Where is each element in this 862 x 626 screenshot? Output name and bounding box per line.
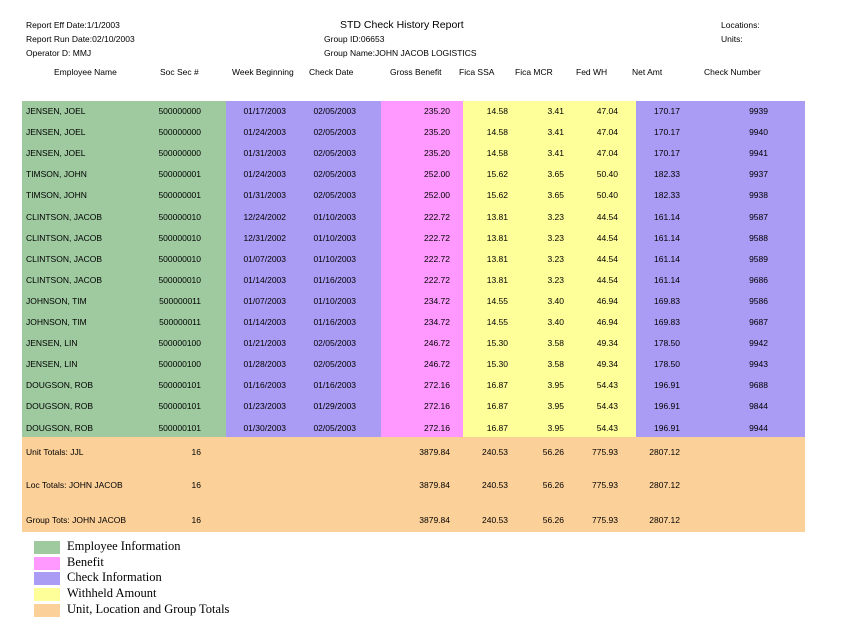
net-amt-cell: 196.91 — [654, 401, 680, 412]
gross-benefit-cell: 234.72 — [424, 317, 450, 327]
fica-ssa-cell: 15.62 — [486, 190, 508, 201]
check-number-cell: 9943 — [749, 359, 768, 370]
gross-benefit-cell: 235.20 — [424, 127, 450, 138]
total-fica-mcr: 56.26 — [542, 447, 564, 457]
total-label: Unit Totals: JJL — [26, 447, 84, 457]
net-amt-cell: 161.14 — [654, 211, 680, 222]
fica-mcr-cell: 3.58 — [547, 338, 564, 349]
net-amt-cell: 196.91 — [654, 380, 680, 391]
gross-benefit-cell: 252.00 — [424, 169, 450, 180]
col-soc-sec: Soc Sec # — [160, 67, 199, 77]
table-row — [0, 270, 862, 291]
fica-mcr-cell: 3.95 — [547, 422, 564, 433]
check-date-cell: 02/05/2003 — [313, 106, 356, 116]
gross-benefit-cell: 222.72 — [424, 232, 450, 243]
soc-sec-cell: 500000010 — [158, 211, 201, 222]
col-week-beginning: Week Beginning — [232, 67, 294, 77]
total-fica-ssa: 240.53 — [482, 447, 508, 457]
group-name: Group Name:JOHN JACOB LOGISTICS — [324, 48, 477, 58]
check-number-cell: 9686 — [749, 274, 768, 285]
table-row — [0, 164, 862, 185]
fica-mcr-cell: 3.41 — [547, 148, 564, 159]
employee-name-cell: CLINTSON, JACOB — [26, 232, 103, 243]
net-amt-cell: 169.83 — [654, 317, 680, 327]
employee-name-cell: CLINTSON, JACOB — [26, 211, 103, 222]
week-beginning-cell: 01/31/2003 — [243, 148, 286, 159]
soc-sec-cell: 500000101 — [158, 401, 201, 412]
group-id: Group ID:06653 — [324, 34, 385, 44]
fica-ssa-cell: 13.81 — [486, 211, 508, 222]
net-amt-cell: 178.50 — [654, 359, 680, 370]
fica-mcr-cell: 3.95 — [547, 380, 564, 391]
week-beginning-cell: 01/17/2003 — [243, 106, 286, 116]
gross-benefit-cell: 246.72 — [424, 359, 450, 370]
total-count: 16 — [191, 447, 201, 457]
week-beginning-cell: 01/24/2003 — [243, 127, 286, 138]
fica-ssa-cell: 14.55 — [486, 295, 508, 306]
fed-wh-cell: 47.04 — [596, 148, 618, 159]
fed-wh-cell: 47.04 — [596, 127, 618, 138]
fed-wh-cell: 49.34 — [596, 359, 618, 370]
fica-mcr-cell: 3.65 — [547, 190, 564, 201]
total-fed-wh: 775.93 — [592, 515, 618, 525]
check-number-cell: 9589 — [749, 253, 768, 264]
fica-ssa-cell: 16.87 — [486, 422, 508, 433]
fica-mcr-cell: 3.40 — [547, 317, 564, 327]
fed-wh-cell: 49.34 — [596, 338, 618, 349]
check-number-cell: 9940 — [749, 127, 768, 138]
net-amt-cell: 169.83 — [654, 295, 680, 306]
gross-benefit-cell: 246.72 — [424, 338, 450, 349]
net-amt-cell: 178.50 — [654, 338, 680, 349]
week-beginning-cell: 01/30/2003 — [243, 422, 286, 433]
check-number-cell: 9687 — [749, 317, 768, 327]
net-amt-cell: 196.91 — [654, 422, 680, 433]
total-fed-wh: 775.93 — [592, 447, 618, 457]
total-fica-mcr: 56.26 — [542, 480, 564, 490]
col-fed-wh: Fed WH — [576, 67, 608, 77]
soc-sec-cell: 500000000 — [158, 127, 201, 138]
fica-mcr-cell: 3.23 — [547, 232, 564, 243]
check-date-cell: 02/05/2003 — [313, 338, 356, 349]
col-net-amt: Net Amt — [632, 67, 663, 77]
check-date-cell: 02/05/2003 — [313, 169, 356, 180]
employee-name-cell: CLINTSON, JACOB — [26, 274, 103, 285]
net-amt-cell: 170.17 — [654, 106, 680, 116]
net-amt-cell: 170.17 — [654, 127, 680, 138]
fica-ssa-cell: 13.81 — [486, 232, 508, 243]
employee-name-cell: JENSEN, JOEL — [26, 106, 86, 116]
week-beginning-cell: 01/07/2003 — [243, 295, 286, 306]
col-fica-ssa: Fica SSA — [459, 67, 495, 77]
week-beginning-cell: 01/24/2003 — [243, 169, 286, 180]
fed-wh-cell: 46.94 — [596, 295, 618, 306]
gross-benefit-cell: 222.72 — [424, 211, 450, 222]
report-title: STD Check History Report — [340, 19, 464, 31]
week-beginning-cell: 01/23/2003 — [243, 401, 286, 412]
check-number-cell: 9938 — [749, 190, 768, 201]
check-number-cell: 9939 — [749, 106, 768, 116]
fed-wh-cell: 50.40 — [596, 169, 618, 180]
fica-mcr-cell: 3.23 — [547, 253, 564, 264]
total-fed-wh: 775.93 — [592, 480, 618, 490]
check-date-cell: 02/05/2003 — [313, 359, 356, 370]
week-beginning-cell: 01/07/2003 — [243, 253, 286, 264]
employee-name-cell: DOUGSON, ROB — [26, 401, 94, 412]
week-beginning-cell: 12/24/2002 — [243, 211, 286, 222]
check-date-cell: 02/05/2003 — [313, 127, 356, 138]
table-row — [0, 333, 862, 354]
fica-ssa-cell: 14.58 — [486, 106, 508, 116]
check-date-cell: 02/05/2003 — [313, 422, 356, 433]
employee-name-cell: TIMSON, JOHN — [26, 169, 87, 180]
check-date-cell: 01/10/2003 — [313, 232, 356, 243]
employee-name-cell: CLINTSON, JACOB — [26, 253, 103, 264]
report-eff-date: Report Eff Date:1/1/2003 — [26, 20, 120, 30]
soc-sec-cell: 500000001 — [158, 169, 201, 180]
check-date-cell: 01/10/2003 — [313, 253, 356, 264]
check-number-cell: 9944 — [749, 422, 768, 433]
check-number-cell: 9586 — [749, 295, 768, 306]
col-gross-benefit: Gross Benefit — [390, 67, 442, 77]
total-net-amt: 2807.12 — [649, 515, 680, 525]
soc-sec-cell: 500000101 — [158, 380, 201, 391]
fica-ssa-cell: 15.30 — [486, 338, 508, 349]
total-gross-benefit: 3879.84 — [419, 480, 450, 490]
table-row — [0, 312, 862, 333]
table-row — [0, 185, 862, 206]
total-gross-benefit: 3879.84 — [419, 515, 450, 525]
employee-name-cell: DOUGSON, ROB — [26, 422, 94, 433]
col-check-date: Check Date — [309, 67, 354, 77]
soc-sec-cell: 500000010 — [158, 274, 201, 285]
check-number-cell: 9688 — [749, 380, 768, 391]
fica-mcr-cell: 3.95 — [547, 401, 564, 412]
legend-label: Unit, Location and Group Totals — [67, 602, 230, 616]
net-amt-cell: 161.14 — [654, 232, 680, 243]
fica-ssa-cell: 15.62 — [486, 169, 508, 180]
total-label: Group Tots: JOHN JACOB — [26, 515, 126, 525]
table-row — [0, 354, 862, 375]
week-beginning-cell: 01/14/2003 — [243, 274, 286, 285]
soc-sec-cell: 500000011 — [159, 295, 201, 306]
fed-wh-cell: 47.04 — [596, 106, 618, 116]
legend-label: Benefit — [67, 555, 104, 569]
table-row — [0, 396, 862, 417]
soc-sec-cell: 500000010 — [158, 232, 201, 243]
fed-wh-cell: 54.43 — [596, 422, 618, 433]
fed-wh-cell: 44.54 — [596, 274, 618, 285]
fica-mcr-cell: 3.41 — [547, 127, 564, 138]
total-net-amt: 2807.12 — [649, 480, 680, 490]
fica-ssa-cell: 16.87 — [486, 401, 508, 412]
units-label: Units: — [721, 34, 743, 44]
soc-sec-cell: 500000101 — [158, 422, 201, 433]
fed-wh-cell: 50.40 — [596, 190, 618, 201]
check-date-cell: 01/10/2003 — [313, 295, 356, 306]
net-amt-cell: 182.33 — [654, 190, 680, 201]
fed-wh-cell: 44.54 — [596, 211, 618, 222]
check-date-cell: 01/16/2003 — [313, 317, 356, 327]
fed-wh-cell: 44.54 — [596, 253, 618, 264]
gross-benefit-cell: 272.16 — [424, 422, 450, 433]
gross-benefit-cell: 222.72 — [424, 274, 450, 285]
gross-benefit-cell: 272.16 — [424, 401, 450, 412]
fica-mcr-cell: 3.23 — [547, 211, 564, 222]
fica-ssa-cell: 16.87 — [486, 380, 508, 391]
check-date-cell: 02/05/2003 — [313, 190, 356, 201]
fica-mcr-cell: 3.58 — [547, 359, 564, 370]
locations-label: Locations: — [721, 20, 760, 30]
fed-wh-cell: 54.43 — [596, 380, 618, 391]
week-beginning-cell: 12/31/2002 — [243, 232, 286, 243]
table-row — [0, 122, 862, 143]
fica-ssa-cell: 14.55 — [486, 317, 508, 327]
legend-swatch — [34, 604, 60, 617]
employee-name-cell: DOUGSON, ROB — [26, 380, 94, 391]
check-number-cell: 9941 — [749, 148, 768, 159]
fed-wh-cell: 44.54 — [596, 232, 618, 243]
gross-benefit-cell: 252.00 — [424, 190, 450, 201]
week-beginning-cell: 01/31/2003 — [243, 190, 286, 201]
soc-sec-cell: 500000100 — [158, 359, 201, 370]
employee-name-cell: JOHNSON, TIM — [26, 295, 87, 306]
check-number-cell: 9844 — [749, 401, 768, 412]
total-fica-mcr: 56.26 — [542, 515, 564, 525]
fed-wh-cell: 54.43 — [596, 401, 618, 412]
gross-benefit-cell: 235.20 — [424, 106, 450, 116]
soc-sec-cell: 500000011 — [159, 317, 201, 327]
gross-benefit-cell: 234.72 — [424, 295, 450, 306]
fica-mcr-cell: 3.65 — [547, 169, 564, 180]
employee-name-cell: JENSEN, LIN — [26, 359, 78, 370]
check-date-cell: 02/05/2003 — [313, 148, 356, 159]
check-number-cell: 9588 — [749, 232, 768, 243]
table-row — [0, 143, 862, 164]
fica-mcr-cell: 3.41 — [547, 106, 564, 116]
total-count: 16 — [191, 480, 201, 490]
week-beginning-cell: 01/16/2003 — [243, 380, 286, 391]
table-row — [0, 228, 862, 249]
soc-sec-cell: 500000100 — [158, 338, 201, 349]
fed-wh-cell: 46.94 — [596, 317, 618, 327]
legend-swatch — [34, 588, 60, 601]
total-fica-ssa: 240.53 — [482, 480, 508, 490]
check-date-cell: 01/16/2003 — [313, 380, 356, 391]
report-run-date: Report Run Date:02/10/2003 — [26, 34, 135, 44]
legend-label: Withheld Amount — [67, 586, 157, 600]
week-beginning-cell: 01/14/2003 — [243, 317, 286, 327]
legend-swatch — [34, 572, 60, 585]
fica-mcr-cell: 3.40 — [547, 295, 564, 306]
check-number-cell: 9937 — [749, 169, 768, 180]
week-beginning-cell: 01/21/2003 — [243, 338, 286, 349]
net-amt-cell: 161.14 — [654, 253, 680, 264]
table-row — [0, 101, 862, 122]
col-employee-name: Employee Name — [54, 67, 117, 77]
check-date-cell: 01/16/2003 — [313, 274, 356, 285]
col-fica-mcr: Fica MCR — [515, 67, 553, 77]
fica-ssa-cell: 14.58 — [486, 127, 508, 138]
employee-name-cell: JENSEN, JOEL — [26, 127, 86, 138]
fica-ssa-cell: 14.58 — [486, 148, 508, 159]
legend-label: Employee Information — [67, 539, 181, 553]
soc-sec-cell: 500000001 — [158, 190, 201, 201]
check-date-cell: 01/29/2003 — [313, 401, 356, 412]
check-date-cell: 01/10/2003 — [313, 211, 356, 222]
legend-label: Check Information — [67, 570, 162, 584]
total-label: Loc Totals: JOHN JACOB — [26, 480, 123, 490]
total-count: 16 — [191, 515, 201, 525]
operator-id: Operator D: MMJ — [26, 48, 92, 58]
gross-benefit-cell: 235.20 — [424, 148, 450, 159]
col-check-number: Check Number — [704, 67, 761, 77]
table-row — [0, 418, 862, 439]
check-number-cell: 9587 — [749, 211, 768, 222]
table-row — [0, 375, 862, 396]
fica-ssa-cell: 13.81 — [486, 274, 508, 285]
soc-sec-cell: 500000000 — [158, 106, 201, 116]
table-row — [0, 249, 862, 270]
total-fica-ssa: 240.53 — [482, 515, 508, 525]
total-gross-benefit: 3879.84 — [419, 447, 450, 457]
net-amt-cell: 182.33 — [654, 169, 680, 180]
check-number-cell: 9942 — [749, 338, 768, 349]
net-amt-cell: 170.17 — [654, 148, 680, 159]
gross-benefit-cell: 272.16 — [424, 380, 450, 391]
week-beginning-cell: 01/28/2003 — [243, 359, 286, 370]
gross-benefit-cell: 222.72 — [424, 253, 450, 264]
employee-name-cell: TIMSON, JOHN — [26, 190, 87, 201]
total-net-amt: 2807.12 — [649, 447, 680, 457]
fica-ssa-cell: 13.81 — [486, 253, 508, 264]
fica-ssa-cell: 15.30 — [486, 359, 508, 370]
net-amt-cell: 161.14 — [654, 274, 680, 285]
employee-name-cell: JENSEN, JOEL — [26, 148, 86, 159]
table-row — [0, 207, 862, 228]
soc-sec-cell: 500000000 — [158, 148, 201, 159]
employee-name-cell: JENSEN, LIN — [26, 338, 78, 349]
legend-swatch — [34, 541, 60, 554]
fica-mcr-cell: 3.23 — [547, 274, 564, 285]
employee-name-cell: JOHNSON, TIM — [26, 317, 87, 327]
table-row — [0, 291, 862, 312]
soc-sec-cell: 500000010 — [158, 253, 201, 264]
legend-swatch — [34, 557, 60, 570]
